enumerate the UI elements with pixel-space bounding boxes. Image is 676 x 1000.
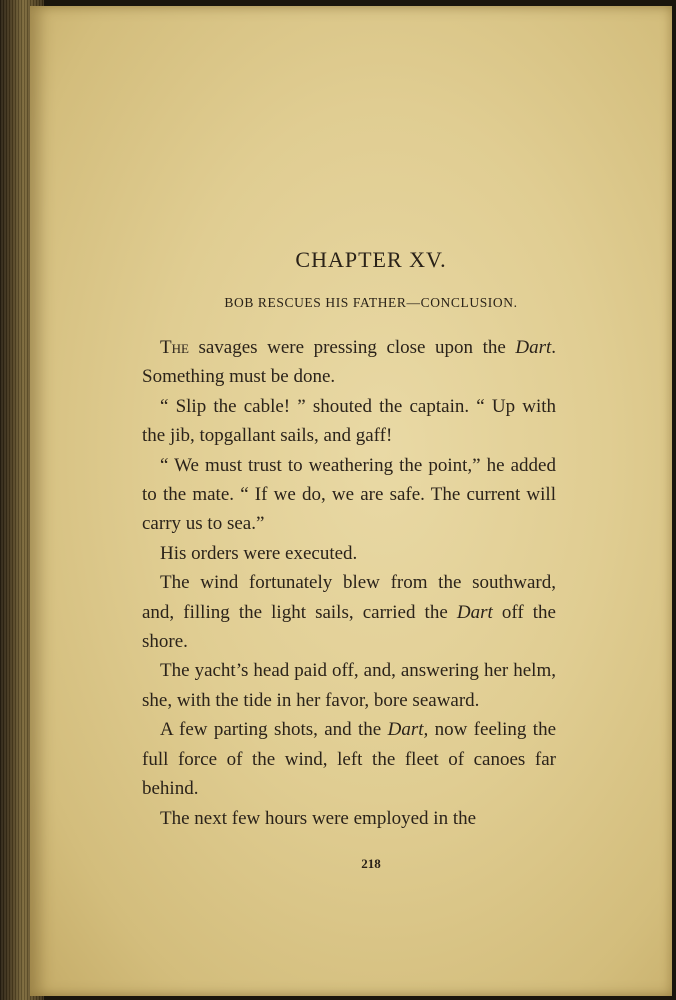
page-number: 218 [361, 856, 381, 871]
italic-ship-name: Dart [456, 601, 493, 623]
italic-ship-name: Dart [515, 337, 552, 358]
paragraph-text: off the shore. [142, 601, 556, 653]
paragraph: His orders were executed. [160, 542, 358, 564]
book-page [30, 6, 672, 996]
body-text [142, 333, 556, 833]
paragraph-text: now feeling the full force of the wind, left the fleet of canoes far behind. [142, 719, 557, 800]
lead-word: The [160, 337, 189, 358]
chapter-title: CHAPTER XV. [295, 247, 447, 272]
paragraph-text: The wind fortunately blew from the southward, and, filling the light sails, carried the [142, 572, 556, 623]
paragraph: The next few hours were employed in the [160, 807, 477, 829]
paragraph-text: savages were pressing close upon the [188, 337, 516, 358]
paragraph-text: . Something must be done. [142, 337, 556, 388]
paragraph: The yacht’s head paid off, and, answering her helm, she, with the tide in her favor, bore seaward. [142, 660, 556, 711]
paragraph: “ We must trust to weathering the point,” he added to the mate. “ If we do, we are safe. The current will carry us to sea.” [142, 454, 556, 535]
italic-ship-name: Dart, [387, 719, 429, 741]
paragraph [142, 715, 556, 803]
paragraph-text: A few parting shots, and the [160, 719, 388, 741]
paragraph: “ Slip the cable! ” shouted the captain. “ Up with the jib, topgallant sails, and gaff! [142, 395, 556, 447]
chapter-subtitle: BOB RESCUES HIS FATHER—CONCLUSION. [224, 295, 518, 310]
paragraph [142, 333, 556, 392]
paragraph [142, 568, 556, 656]
